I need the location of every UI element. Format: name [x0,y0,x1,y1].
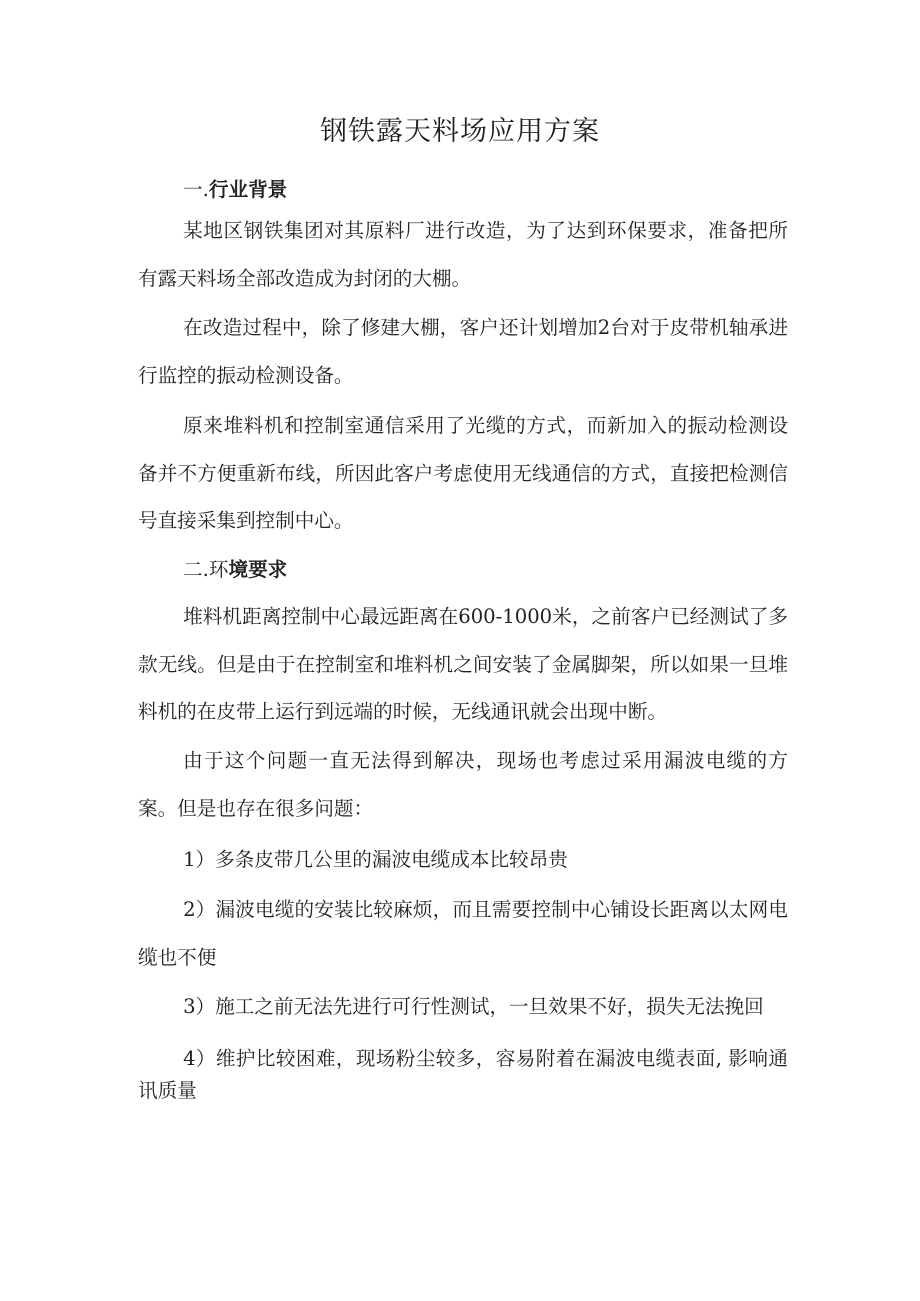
paragraph: 由于这个问题一直无法得到解决，现场也考虑过采用漏波电缆的方案。但是也存在很多问题： [138,749,788,820]
paragraph: 堆料机距离控制中心最远距离在600-1000米，之前客户已经测试了多款无线。但是由于在控制室和堆料机之间安装了金属脚架，所以如果一旦堆料机的在皮带上运行到远端的时候，无线通讯就会出现中断。 [138,605,788,723]
section-heading-text: 行业背景 [208,178,288,201]
list-item: 1）多条皮带几公里的漏波电缆成本比较昂贵 [183,848,568,871]
section-number: 二. [183,558,209,581]
section-heading-2 [138,546,788,594]
section-heading-plain: 环 [208,558,229,581]
paragraph: 某地区钢铁集团对其原料厂进行改造，为了达到环保要求，准备把所有露天料场全部改造成为封闭的大棚。 [138,219,788,290]
list-item: 2）漏波电缆的安装比较麻烦，而且需要控制中心铺设长距离以太网电缆也不便 [138,898,788,969]
list-item: 4）维护比较困难，现场粉尘较多，容易附着在漏波电缆表面, 影响通讯质量 [138,1047,788,1102]
paragraph: 在改造过程中，除了修建大棚，客户还计划增加2台对于皮带机轴承进行监控的振动检测设备。 [138,316,788,387]
paragraph: 原来堆料机和控制室通信采用了光缆的方式，而新加入的振动检测设备并不方便重新布线，所因此客户考虑使用无线通信的方式，直接把检测信号直接采集到控制中心。 [138,414,788,532]
document-title: 钢铁露天料场应用方案 [320,116,600,147]
list-item: 3）施工之前无法先进行可行性测试，一旦效果不好，损失无法挽回 [183,995,764,1018]
section-number: 一. [183,178,209,201]
section-heading-text: 境要求 [228,558,288,581]
